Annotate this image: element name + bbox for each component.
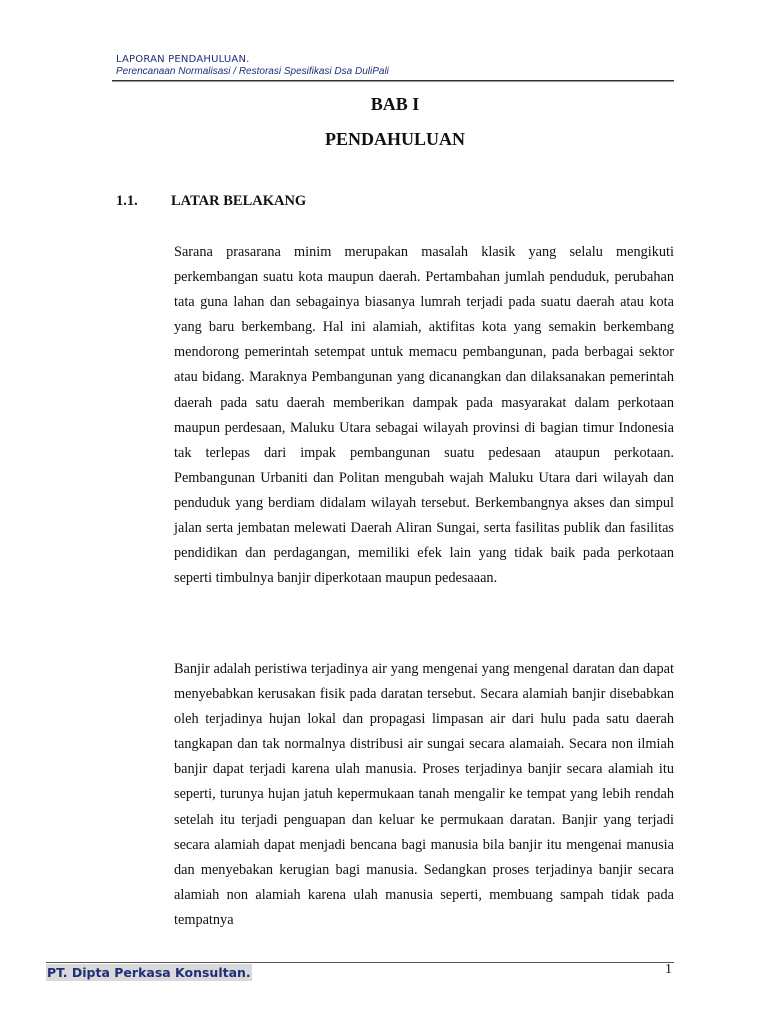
body-paragraph-1: Sarana prasarana minim merupakan masalah klasik yang selalu mengikuti perkembangan suatu kota maupun daerah. Pertambahan jumlah penduduk, perubahan tata guna lahan dan sebagainya biasanya lumrah terjadi pada suatu daerah atau kota yang baru berkembang. Hal ini alamiah, aktifitas kota yang semakin berkembang mendorong pemerintah setempat untuk memacu pembangunan, pada berbagai sektor atau bidang. Maraknya Pembangunan yang dicanangkan dan dilaksanakan pemerintah daerah pada satu daerah memberikan dampak pada masyarakat dalam perkotaan maupun perdesaan, Maluku Utara sebagai wilayah provinsi di bagian timur Indonesia tak terlepas dari impak pembangunan suatu pedesaan ataupun perkotaan. Pembangunan Urbaniti dan Politan mengubah wajah Maluku Utara dari wilayah dan penduduk yang berdiam didalam wilayah tersebut. Berkembangnya akses dan simpul jalan serta jembatan melewati Daerah Aliran Sungai, serta fasilitas publik dan fasilitas pendidikan dan perdagangan, memiliki efek lain yang tidak baik pada perkotaan seperti timbulnya banjir diperkotaan maupun pedesaaan.: [174, 244, 674, 587]
footer-divider: [46, 962, 674, 963]
header-title: LAPORAN PENDAHULUAN.: [116, 54, 250, 65]
section-number: 1.1.: [116, 193, 138, 209]
chapter-title: PENDAHULUAN: [324, 129, 465, 149]
footer-company-name: PT. Dipta Perkasa Konsultan.: [47, 965, 251, 980]
page-header: [116, 53, 672, 78]
section-title: LATAR BELAKANG: [171, 193, 307, 209]
body-paragraph-2: Banjir adalah peristiwa terjadinya air yang mengenai yang mengenal daratan dan dapat menyebabkan kerusakan fisik pada daratan tersebut. Secara alamiah banjir disebabkan oleh terjadinya hujan lokal dan propagasi limpasan air dari hulu pada satu daerah tangkapan dan tak normalnya distribusi air sungai secara alamaiah. Secara non ilmiah banjir dapat terjadi karena ulah manusia. Proses terjadinya banjir secara alamiah itu seperti, turunya hujan jatuh kepermukaan tanah mengalir ke tempat yang lebih rendah setelah itu terjadi penguapan dan keluar ke permukaan daratan. Banjir yang terjadi secara alamiah dapat menjadi bencana bagi manusia bila banjir itu mengenai manusia dan menyebakan kerugian bagi manusia. Sedangkan proses terjadinya banjir secara alamiah non alamiah karena ulah manusia seperti, membuang sampah tidak pada tempatnya: [174, 661, 674, 928]
chapter-number: BAB I: [370, 94, 420, 114]
header-divider-shadow: [112, 81, 674, 82]
section-heading: [116, 193, 306, 210]
page-number: 1: [665, 962, 672, 977]
header-subtitle: Perencanaan Normalisasi / Restorasi Spesifikasi Dsa DuliPali: [116, 66, 389, 77]
